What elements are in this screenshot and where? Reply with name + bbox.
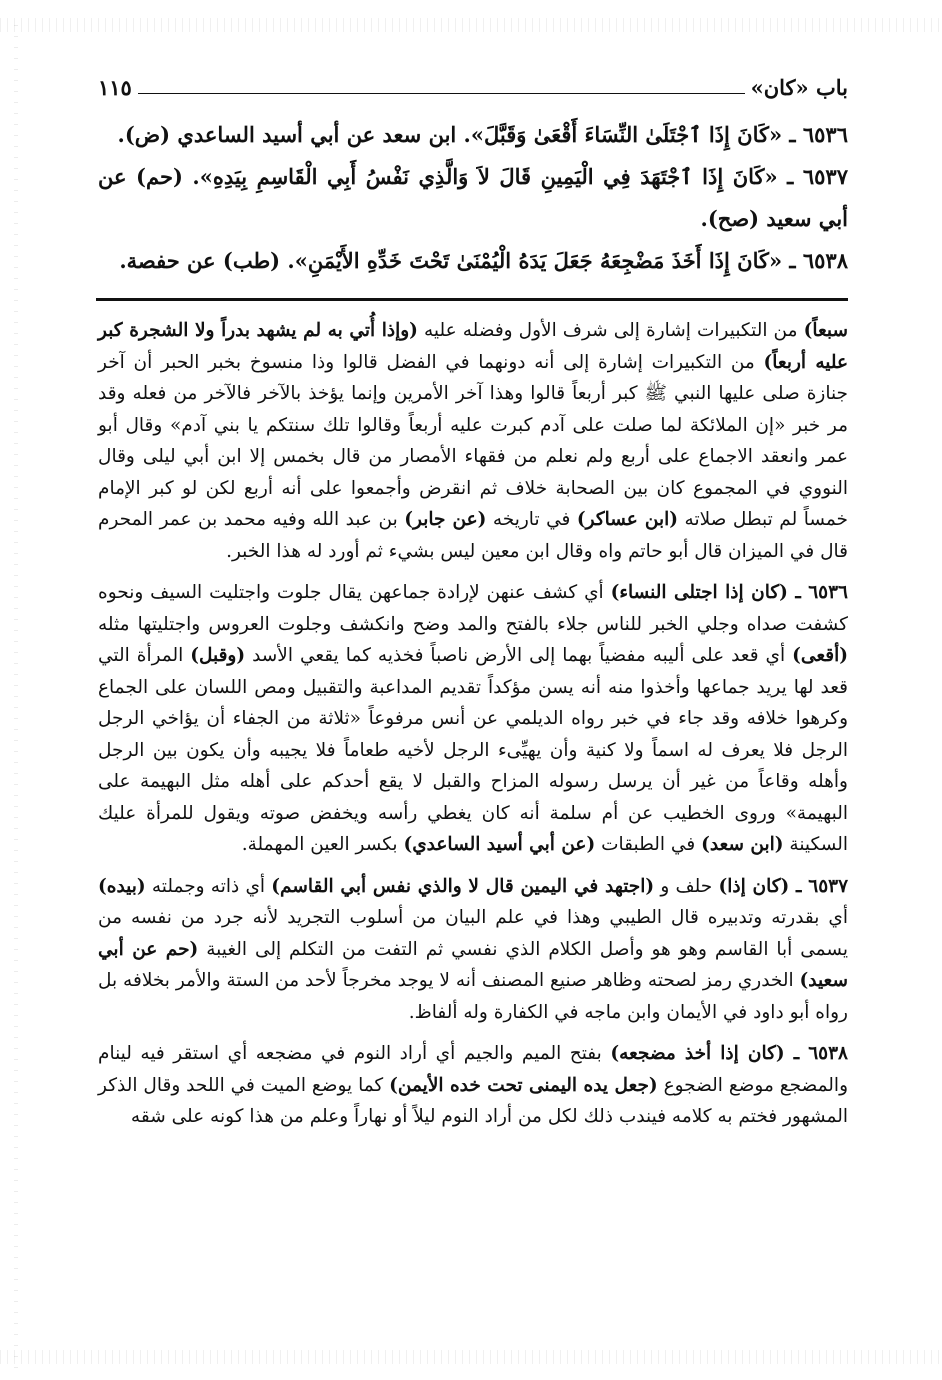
commentary-text: حلف و bbox=[654, 875, 719, 897]
quoted-term: (عن جابر) bbox=[404, 509, 487, 530]
commentary-6536 bbox=[98, 577, 848, 861]
commentary-paragraph bbox=[98, 315, 848, 567]
chapter-title: باب «كان» bbox=[750, 75, 848, 100]
commentary-text: أي بقدرته وتدبيره قال الطيبي وهذا في علم البيان من أسلوب التجريد لأنه جرد من نفسه من يسمى أبا القاسم وهو هو وأصل الكلام الذي نفسي ثم التفت من التكلم إلى الغيبة bbox=[98, 907, 849, 960]
scan-noise-bottom bbox=[0, 1350, 942, 1364]
commentary-text: في تاريخه bbox=[486, 509, 577, 530]
quoted-term: ٦٥٣٧ ـ bbox=[789, 875, 849, 897]
commentary-6538 bbox=[98, 1038, 848, 1133]
commentary-text: من التكبيرات إشارة إلى شرف الأول وفضله عليه bbox=[417, 320, 804, 341]
commentary-text: أي كشف عنهن لإرادة جماعهن يقال جلوت واجتليت السيف ونحوه كشفت صداه وجلي الخبر للناس جلاء بالفتح والمد وضح وانكشف وجلوت العروس واجتليتها مثله bbox=[98, 582, 848, 635]
commentary-section bbox=[98, 315, 848, 1133]
commentary-separator bbox=[96, 298, 848, 301]
header-rule bbox=[138, 93, 745, 94]
quoted-term: (أقعى) bbox=[792, 645, 848, 666]
quoted-term: (كان إذا) bbox=[718, 875, 790, 897]
quoted-term: (وقبل) bbox=[190, 645, 246, 666]
quoted-term: (كان إذا اجتلى النساء) bbox=[610, 582, 788, 603]
commentary-text: أي ذاته وجملته bbox=[145, 875, 272, 897]
quoted-term: (ابن عساكر) bbox=[576, 509, 679, 530]
hadith-6538: ٦٥٣٨ ـ «كَانَ إِذَا أَخَذَ مَضْجِعَهُ جَعَلَ يَدَهُ الْيُمْنَىٰ تَحْتَ خَدِّهِ الأَيْمَنِ». (طب) عن حفصة. bbox=[119, 248, 848, 273]
quoted-term: ٦٥٣٦ ـ bbox=[787, 582, 848, 603]
quoted-term: (اجتهد في اليمين قال لا والذي نفس أبي القاسم) bbox=[271, 875, 655, 897]
commentary-text: المرأة التي قعد لها يريد جماعها وأخذوا منه أنه يسن مؤكداً تقديم المداعبة والتقبيل ومص اللسان على الجماع وكرهوا خلافه وقد جاء في خبر رواه الديلمي عن أنس مرفوعاً «ثلاثة من الجفاء أن يؤاخي الرجل الرجل فلا يعرف له اسماً ولا كنية وأن يهيِّىء الرجل لأخيه طعاماً فلا يجيبه وأن يكون بين الرجل وأهله وقاعاً من غير أن يرسل رسوله المزاح والقبل لا يقع أحدكم على أهله مثل البهيمة على البهيمة» وروى الخطيب عن أم سلمة أنه كان يغطي رأسه ويخفض صوته ويقول للمرأة عليك السكينة bbox=[98, 645, 848, 855]
quoted-term: (عن أبي أسيد الساعدي) bbox=[403, 834, 596, 855]
quoted-term: (وإذا أُتي به لم يشهد بدراً ولا الشجرة كبر عليه أربعاً) bbox=[98, 320, 848, 373]
hadith-text-section bbox=[98, 114, 848, 282]
commentary-text: بن عبد الله وفيه محمد بن عمر المحرم قال في الميزان قال أبو حاتم واه وقال ابن معين ليس بشيء ثم أورد له هذا الخبر. bbox=[98, 509, 848, 562]
hadith-6536: ٦٥٣٦ ـ «كَانَ إِذَا ٱجْتَلَىٰ النِّسَاءَ أَقْعَىٰ وَقَبَّلَ». ابن سعد عن أبي أسيد الساعدي (ض). bbox=[117, 122, 848, 147]
scan-noise-top bbox=[0, 18, 942, 32]
quoted-term: (جعل يده اليمنى تحت خده الأيمن) bbox=[389, 1074, 658, 1096]
quoted-term: سبعاً) bbox=[803, 320, 848, 341]
commentary-text: في الطبقات bbox=[595, 834, 702, 855]
quoted-term: (كان إذا أخذ مضجعه) bbox=[610, 1043, 785, 1064]
commentary-text: الخدري رمز لصحته وظاهر صنيع المصنف أنه لا يوجد مخرجاً لأحد من الستة والأمر بخلافه بل رواه أبو داود في الأيمان وابن ماجه في الكفارة وله ألفاظ. bbox=[98, 970, 848, 1023]
page-number: ١١٥ bbox=[98, 75, 132, 100]
quoted-term: (حم عن أبي سعيد) bbox=[98, 938, 848, 991]
commentary-text: من التكبيرات إشارة إلى أنه دونهما في الفضل قالوا وذا منسوخ بخبر الحبر أن آخر جنازة صلى عليها النبي ﷺ كبر أربعاً قالوا وهذا آخر الأمرين وإنما يؤخذ بالآخر فالآخر من فعله وقد مر خبر «إن الملائكة لما صلت على آدم كبرت عليه أربعاً وقالوا تلك سنتكم يا بني آدم» وقال أبو عمر وانعقد الاجماع على أربع ولم نعلم من فقهاء الأمصار من قال بخمس إلا ابن أبي ليلى وقال النووي في المجموع كان بين الصحابة خلاف ثم انقرض وأجمعوا على أنه أربع لكن لو كبر الإمام خمساً لم تبطل صلاته bbox=[98, 351, 848, 530]
quoted-term: (ابن سعد) bbox=[701, 834, 784, 855]
quoted-term: (بيده) bbox=[98, 875, 146, 897]
commentary-6537 bbox=[98, 871, 848, 1029]
commentary-text: بكسر العين المهملة. bbox=[241, 834, 404, 855]
commentary-text: بفتح الميم والجيم أي أراد النوم في مضجعه أي استقر فيه لينام والمضجع موضع الضجوع bbox=[98, 1043, 849, 1096]
commentary-text: كما يوضع الميت في اللحد وقال الذكر المشهور فختم به كلامه فيندب ذلك لكل من أراد النوم ليلاً أو نهاراً وعلم من هذا كونه على شقه bbox=[98, 1074, 848, 1127]
book-page bbox=[98, 66, 848, 1143]
commentary-text: أي قعد على أليبه مفضياً بهما إلى الأرض ناصباً فخذيه كما يقعي الأسد bbox=[245, 645, 793, 666]
hadith-6537: ٦٥٣٧ ـ «كَانَ إِذَا ٱجْتَهَدَ فِي الْيَمِينِ قَالَ لاَ وَالَّذِي نَفْسُ أَبِي الْقَاسِمِ بِيَدِهِ». (حم) عن أبي سعيد (صح). bbox=[98, 164, 848, 231]
quoted-term: ٦٥٣٨ ـ bbox=[784, 1043, 848, 1064]
scan-noise-left bbox=[14, 18, 18, 1368]
running-head bbox=[98, 66, 848, 100]
